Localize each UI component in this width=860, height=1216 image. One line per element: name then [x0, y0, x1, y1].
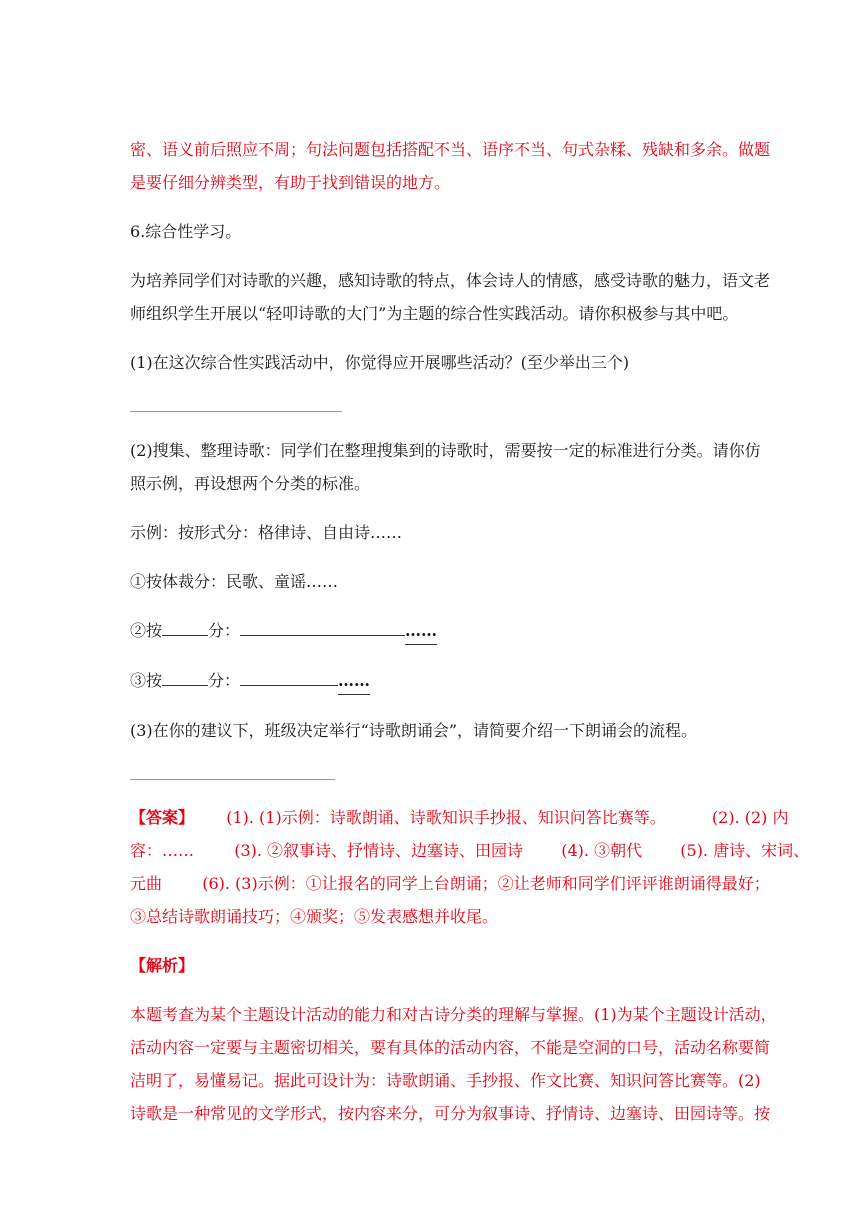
sub-question-2-line-1: (2)搜集、整理诗歌：同学们在整理搜集到的诗歌时，需要按一定的标准进行分类。请你仿	[130, 441, 761, 460]
answer-5-part-2: 元曲	[130, 874, 163, 893]
answer-5-part-1: (5). 唐诗、宋词、	[680, 841, 810, 860]
item-3-standard-blank[interactable]	[162, 667, 208, 686]
answer-line-1	[130, 804, 789, 831]
sub-question-3: (3)在你的建议下，班级决定举行“诗歌朗诵会”，请简要介绍一下朗诵会的流程。	[130, 721, 698, 740]
item-3-examples-blank[interactable]	[240, 667, 338, 686]
answer-line-3	[130, 870, 770, 897]
answer-3: (3). ②叙事诗、抒情诗、边塞诗、田园诗	[234, 841, 524, 860]
answer-6-part-1: (6). (3)示例：①让报名的同学上台朗诵；②让老师和同学们评评谁朗诵得最好；	[202, 874, 770, 893]
answer-1: (1). (1)示例：诗歌朗诵、诗歌知识手抄报、知识问答比赛等。	[226, 808, 666, 827]
prev-explanation-line-2: 是要仔细分辨类型，有助于找到错误的地方。	[130, 173, 451, 192]
item-2-prefix: ②按	[130, 621, 163, 640]
answer-4: (4). ③朝代	[561, 841, 643, 860]
analysis-line-4: 诗歌是一种常见的文学形式，按内容来分，可分为叙事诗、抒情诗、边塞诗、田园诗等。按	[130, 1104, 771, 1123]
question-intro-line-2: 师组织学生开展以“轻叩诗歌的大门”为主题的综合性实践活动。请你积极参与其中吧。	[130, 304, 739, 323]
item-3-prefix: ③按	[130, 671, 163, 690]
classification-example: 示例：按形式分：格律诗、自由诗……	[130, 523, 403, 542]
answer-label: 【答案】	[130, 808, 195, 827]
analysis-line-1: 本题考查为某个主题设计活动的能力和对古诗分类的理解与掌握。(1)为某个主题设计活动，	[130, 1005, 777, 1024]
question-6-heading: 6.综合性学习。	[130, 222, 242, 241]
answer-2-part-2: 容：……	[130, 841, 195, 860]
answer-line-4: ③总结诗歌朗诵技巧；④颁奖；⑤发表感想并收尾。	[130, 907, 499, 926]
analysis-label: 【解析】	[130, 956, 195, 975]
classification-item-2	[130, 617, 730, 645]
answer-blank-3[interactable]	[130, 778, 335, 780]
classification-item-3	[130, 667, 730, 695]
question-intro-line-1: 为培养同学们对诗歌的兴趣，感知诗歌的特点，体会诗人的情感，感受诗歌的魅力，语文老	[130, 271, 771, 290]
document-page	[130, 136, 810, 1127]
item-2-dots: ……	[405, 617, 437, 645]
classification-item-1: ①按体裁分：民歌、童谣……	[130, 572, 339, 591]
analysis-line-2: 活动内容一定要与主题密切相关，要有具体的活动内容，不能是空洞的口号，活动名称要简	[130, 1038, 771, 1057]
prev-explanation-line-1: 密、语义前后照应不周；句法问题包括搭配不当、语序不当、句式杂糅、残缺和多余。做题	[130, 140, 771, 159]
sub-question-1: (1)在这次综合性实践活动中，你觉得应开展哪些活动？(至少举出三个)	[130, 353, 630, 372]
analysis-line-3: 洁明了，易懂易记。据此可设计为：诗歌朗诵、手抄报、作文比赛、知识问答比赛等。(2)	[130, 1071, 761, 1090]
item-3-dots: ……	[338, 667, 370, 695]
item-2-examples-blank[interactable]	[240, 617, 405, 636]
item-2-standard-blank[interactable]	[162, 617, 208, 636]
answer-2-part-1: (2). (2) 内	[711, 808, 789, 827]
answer-line-2	[130, 837, 810, 864]
item-3-mid: 分：	[208, 671, 241, 690]
sub-question-2-line-2: 照示例，再设想两个分类的标准。	[130, 474, 371, 493]
item-2-mid: 分：	[208, 621, 241, 640]
answer-blank-1[interactable]	[130, 410, 342, 412]
